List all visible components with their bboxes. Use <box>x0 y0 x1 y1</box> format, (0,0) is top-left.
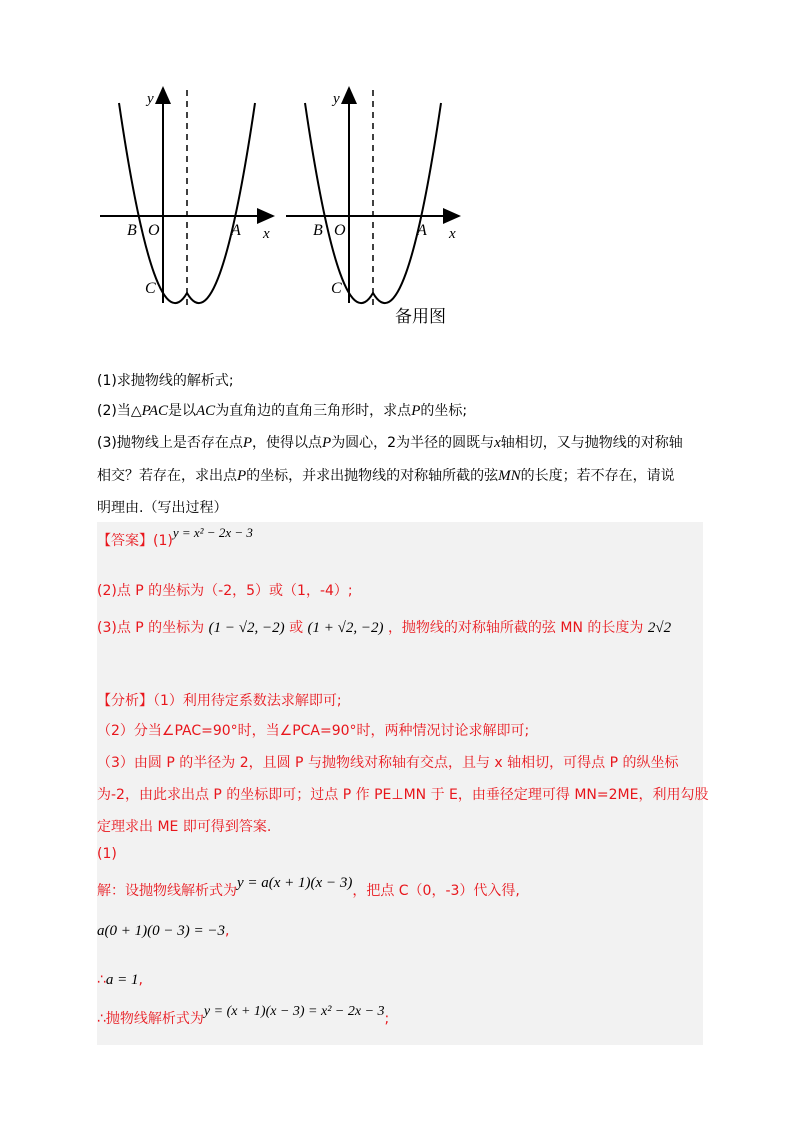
answer-1-formula: y = x² − 2x − 3 <box>172 525 253 540</box>
question-3-line-3: 明理由.（写出过程） <box>97 500 228 516</box>
solution-formula-3: a = 1 <box>105 972 139 988</box>
answer-point-1: (1 − √2, −2) <box>208 620 285 636</box>
answer-line-1: 【答案】(1)y = x² − 2x − 3 <box>97 525 253 549</box>
answer-point-2: (1 + √2, −2) <box>307 620 384 636</box>
left-point-a: A <box>231 222 241 239</box>
right-x-label: x <box>449 226 456 242</box>
left-point-b: B <box>127 222 137 239</box>
answer-line-2: (2)点 P 的坐标为（-2，5）或（1，-4）; <box>97 583 353 599</box>
analysis-tag: 【分析】 <box>97 693 153 709</box>
spare-figure-label: 备用图 <box>395 307 446 327</box>
solution-line-1: 解：设抛物线解析式为y = a(x + 1)(x − 3)，把点 C（0，-3）代入得, <box>97 875 520 899</box>
solution-part-1: (1) <box>97 846 117 862</box>
left-x-label: x <box>263 226 270 242</box>
answer-tag: 【答案】 <box>97 533 153 549</box>
analysis-line-2: （2）分当∠PAC=90°时，当∠PCA=90°时，两种情况讨论求解即可; <box>97 723 530 739</box>
analysis-line-1: 【分析】（1）利用待定系数法求解即可; <box>97 693 342 709</box>
solution-formula-2: a(0 + 1)(0 − 3) = −3 <box>97 923 225 939</box>
right-y-label: y <box>333 91 340 107</box>
solution-formula-4: y = (x + 1)(x − 3) = x² − 2x − 3 <box>203 1004 385 1019</box>
left-point-c: C <box>145 280 156 297</box>
left-point-o: O <box>148 222 160 239</box>
analysis-line-4: 为-2，由此求出点 P 的坐标即可；过点 P 作 PE⊥MN 于 E，由垂径定理可得 MN=2ME，利用勾股 <box>97 787 709 803</box>
question-3-line-2: 相交？若存在，求出点P的坐标，并求出抛物线的对称轴所截的弦MN的长度；若不存在，请说 <box>97 468 675 484</box>
right-point-b: B <box>313 222 323 239</box>
solution-line-2: a(0 + 1)(0 − 3) = −3, <box>97 923 230 939</box>
right-point-a: A <box>417 222 427 239</box>
question-3-line-1: (3)抛物线上是否存在点P，使得以点P为圆心，2为半径的圆既与x轴相切，又与抛物线的对称轴 <box>97 435 683 451</box>
solution-line-4: ∴抛物线解析式为y = (x + 1)(x − 3) = x² − 2x − 3; <box>97 1004 390 1027</box>
solution-line-3: ∴a = 1, <box>97 972 143 988</box>
answer-box <box>97 522 709 1045</box>
parabola-graphs <box>95 78 475 338</box>
solution-formula-1: y = a(x + 1)(x − 3) <box>237 875 353 891</box>
answer-line-3: (3)点 P 的坐标为 (1 − √2, −2) 或 (1 + √2, −2) ，抛物线的对称轴所截的弦 MN 的长度为 2√2 <box>97 620 672 636</box>
right-point-o: O <box>334 222 346 239</box>
question-1: (1)求抛物线的解析式; <box>97 373 234 389</box>
left-graph <box>100 88 273 306</box>
analysis-line-3: （3）由圆 P 的半径为 2，且圆 P 与抛物线对称轴有交点，且与 x 轴相切，可得点 P 的纵坐标 <box>97 755 679 771</box>
right-point-c: C <box>331 280 342 297</box>
answer-chord-length: 2√2 <box>647 620 672 636</box>
question-2: (2)当△PAC是以AC为直角边的直角三角形时，求点P的坐标; <box>97 403 468 419</box>
analysis-line-5: 定理求出 ME 即可得到答案. <box>97 819 272 835</box>
right-graph <box>286 88 459 306</box>
parabola-figures <box>95 78 475 338</box>
left-y-label: y <box>147 91 154 107</box>
